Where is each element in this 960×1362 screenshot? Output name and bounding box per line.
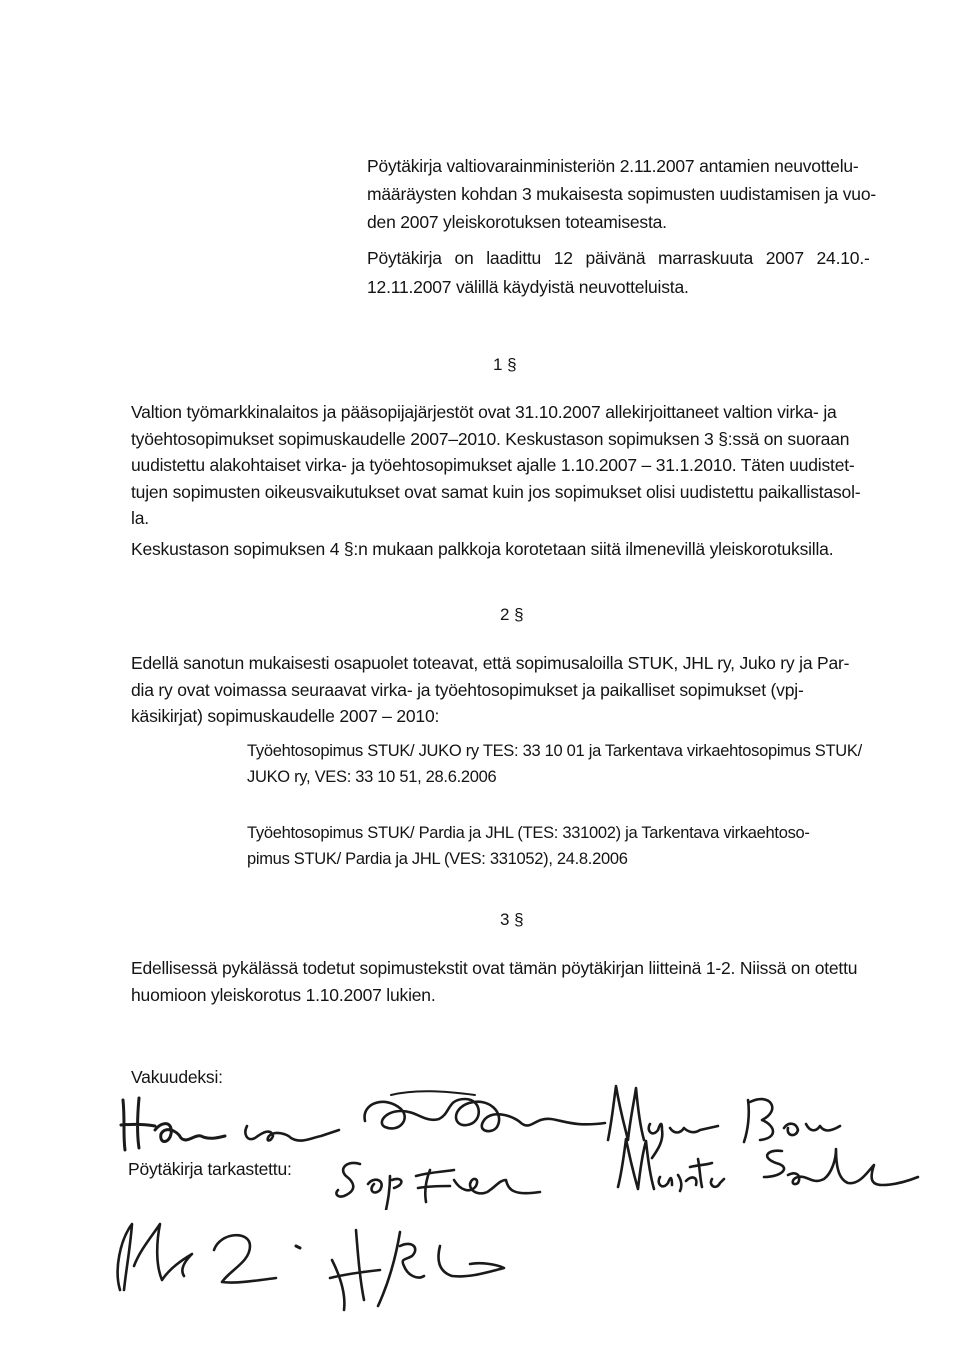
paragraph-line: työehtosopimukset sopimuskaudelle 2007–2010. Keskustason sopimuksen 3 §:ssä on suoraan xyxy=(131,428,850,449)
agreement-item xyxy=(247,738,862,790)
intro-line: 12.11.2007 välillä käydyistä neuvotteluista. xyxy=(367,277,689,297)
section-2-paragraph-1 xyxy=(131,650,849,730)
paragraph-line: käsikirjat) sopimuskaudelle 2007 – 2010: xyxy=(131,706,440,726)
section-3-heading: 3 § xyxy=(500,910,524,929)
paragraph-line: Edellisessä pykälässä todetut sopimustekstit ovat tämän pöytäkirjan liitteinä 1-2. Niissä on otettu xyxy=(131,958,858,978)
title-line: den 2007 yleiskorotuksen toteamisesta. xyxy=(367,212,667,232)
tarkastettu-label: Pöytäkirja tarkastettu: xyxy=(128,1159,292,1179)
section-3-paragraph-1 xyxy=(131,955,857,1008)
paragraph-line: uudistettu alakohtaiset virka- ja työehtosopimukset ajalle 1.10.2007 – 31.1.2010. Täten uudistet- xyxy=(131,455,855,475)
agreement-line: pimus STUK/ Pardia ja JHL (VES: 331052), 24.8.2006 xyxy=(247,850,628,868)
signature-5 xyxy=(612,1135,922,1195)
agreement-item xyxy=(247,820,810,872)
signature-6 xyxy=(100,1210,540,1320)
paragraph-line: Edellä sanotun mukaisesti osapuolet toteavat, että sopimusaloilla STUK, JHL ry, Juko ry ja Par- xyxy=(131,653,850,673)
section-1-paragraph-2: Keskustason sopimuksen 4 §:n mukaan palkkoja korotetaan siitä ilmenevillä yleiskorotuksilla. xyxy=(131,539,834,559)
section-1-heading: 1 § xyxy=(493,355,517,374)
section-1-paragraph-1 xyxy=(131,399,860,532)
agreement-line: JUKO ry, VES: 33 10 51, 28.6.2006 xyxy=(247,768,497,786)
signature-1 xyxy=(115,1090,345,1160)
paragraph-line: Valtion työmarkkinalaitos ja pääsopijajärjestöt ovat 31.10.2007 allekirjoittaneet valtion virka- ja xyxy=(131,402,837,422)
signature-2 xyxy=(355,1083,615,1143)
intro-paragraph xyxy=(367,244,905,302)
agreement-line: Työehtosopimus STUK/ Pardia ja JHL (TES: 331002) ja Tarkentava virkaehtoso- xyxy=(247,824,810,842)
paragraph-line: dia ry ovat voimassa seuraavat virka- ja työehtosopimukset ja paikalliset sopimukset (vpj- xyxy=(131,679,804,700)
paragraph-line: tujen sopimusten oikeusvaikutukset ovat samat kuin jos sopimukset olisi uudistettu paikallistasol- xyxy=(131,481,861,502)
agreement-line: Työehtosopimus STUK/ JUKO ry TES: 33 10 01 ja Tarkentava virkaehtosopimus STUK/ xyxy=(247,742,862,760)
intro-line: Pöytäkirja on laadittu 12 päivänä marraskuuta 2007 24.10.- xyxy=(367,248,870,268)
paragraph-line: la. xyxy=(131,508,149,528)
signature-4 xyxy=(330,1150,560,1210)
title-line: Pöytäkirja valtiovarainministeriön 2.11.2007 antamien neuvottelu- xyxy=(367,156,859,176)
document-title xyxy=(367,152,876,236)
vakuudeksi-label: Vakuudeksi: xyxy=(131,1067,223,1087)
paragraph-line: huomioon yleiskorotus 1.10.2007 lukien. xyxy=(131,984,436,1005)
section-2-heading: 2 § xyxy=(500,605,524,624)
title-line: määräysten kohdan 3 mukaisesta sopimusten uudistamisen ja vuo- xyxy=(367,184,876,204)
